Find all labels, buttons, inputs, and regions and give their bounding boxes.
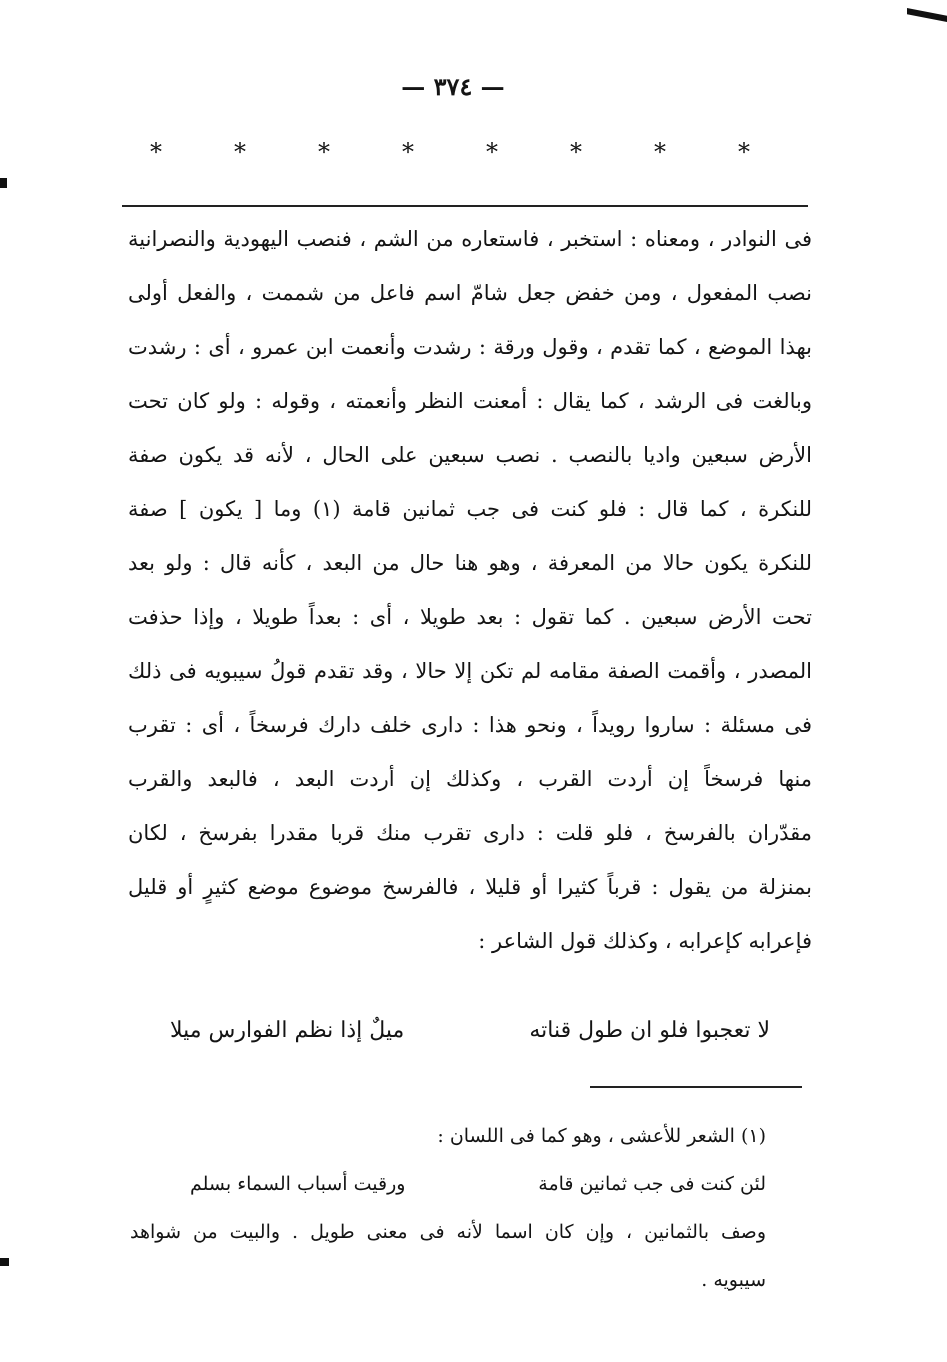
edge-scan-mark: [0, 178, 7, 188]
ornament-star: *: [654, 138, 666, 166]
verse-hemistich-first: لا تعجبوا فلو ان طول قناته: [529, 1018, 770, 1043]
text-line: الأرض سبعين واديا بالنصب . نصب سبعين على الحال ، لأنه قد يكون صفة: [128, 443, 812, 467]
footnote-text-line: سيبويه .: [701, 1269, 766, 1291]
text-line: فإعرابه كإعرابه ، وكذلك قول الشاعر :: [478, 929, 812, 953]
text-line: وبالغت فى الرشد ، كما يقال : أمعنت النظر وأنعمته ، وقوله : ولو كان تحت: [128, 389, 812, 413]
text-line: منها فرسخاً إن أردت القرب ، وكذلك إن أردت البعد ، فالبعد والقرب: [128, 767, 812, 791]
poetry-verse: [170, 1006, 770, 1056]
text-line: المصدر ، وأقمت الصفة مقامه لم تكن إلا حالا ، وقد تقدم قولُ سيبويه فى ذلك: [128, 659, 812, 683]
ornament-star: *: [738, 138, 750, 166]
text-line: فى مسئلة : ساروا رويداً ، ونحو هذا : دارى خلف دارك فرسخاً ، أى : تقرب: [128, 713, 812, 737]
ornament-star: *: [570, 138, 582, 166]
footnote-text-line: وصف بالثمانين ، وإن كان اسما لأنه فى معنى طويل . والبيت من شواهد: [130, 1221, 766, 1243]
ornament-star: *: [318, 138, 330, 166]
header-divider: [122, 205, 808, 207]
text-line: بهذا الموضع ، كما تقدم ، وقول ورقة : رشدت وأنعمت ابن عمرو ، أى : رشدت: [128, 335, 812, 359]
footnote-divider: [590, 1086, 802, 1088]
text-line: فى النوادر ، ومعناه : استخبر ، فاستعاره من الشم ، فنصب اليهودية والنصرانية: [128, 227, 812, 251]
footnote-verse-second: ورقيت أسباب السماء بسلم: [190, 1173, 406, 1195]
text-line: للنكرة ، كما قال : فلو كنت فى جب ثمانين قامة (١) وما [ يكون ] صفة: [128, 497, 812, 521]
ornament-star: *: [402, 138, 414, 166]
main-text: [128, 212, 812, 968]
page-number: — ٣٧٤ —: [401, 72, 505, 101]
edge-scan-mark: [0, 1258, 9, 1266]
text-line: بمنزلة من يقول : قرباً كثيرا أو قليلا ، فالفرسخ موضوع موضع كثيرٍ أو قليل: [128, 875, 812, 899]
corner-scan-mark: [907, 8, 947, 22]
footnote-verse-first: لئن كنت فى جب ثمانين قامة: [538, 1173, 766, 1195]
ornament-star: *: [486, 138, 498, 166]
footnote-verse: [130, 1160, 766, 1208]
ornament-row: [150, 140, 750, 164]
text-line: نصب المفعول ، ومن خفض جعل شامّ اسم فاعل من شممت ، والفعل أولى: [128, 281, 812, 305]
footnote: [130, 1112, 766, 1304]
verse-hemistich-second: ميلٌ إذا نظم الفوارس ميلا: [170, 1018, 405, 1043]
text-line: تحت الأرض سبعين . كما تقول : بعد طويلا ، أى : بعداً طويلا ، وإذا حذفت: [128, 605, 812, 629]
ornament-star: *: [150, 138, 162, 166]
text-line: للنكرة يكون حالا من المعرفة ، وهو هنا حال من البعد ، كأنه قال : ولو بعد: [128, 551, 812, 575]
ornament-star: *: [234, 138, 246, 166]
text-line: مقدّران بالفرسخ ، فلو قلت : دارى تقرب منك قربا مقدرا بفرسخ ، لكان: [128, 821, 812, 845]
footnote-intro: (١) الشعر للأعشى ، وهو كما فى اللسان :: [437, 1125, 766, 1147]
